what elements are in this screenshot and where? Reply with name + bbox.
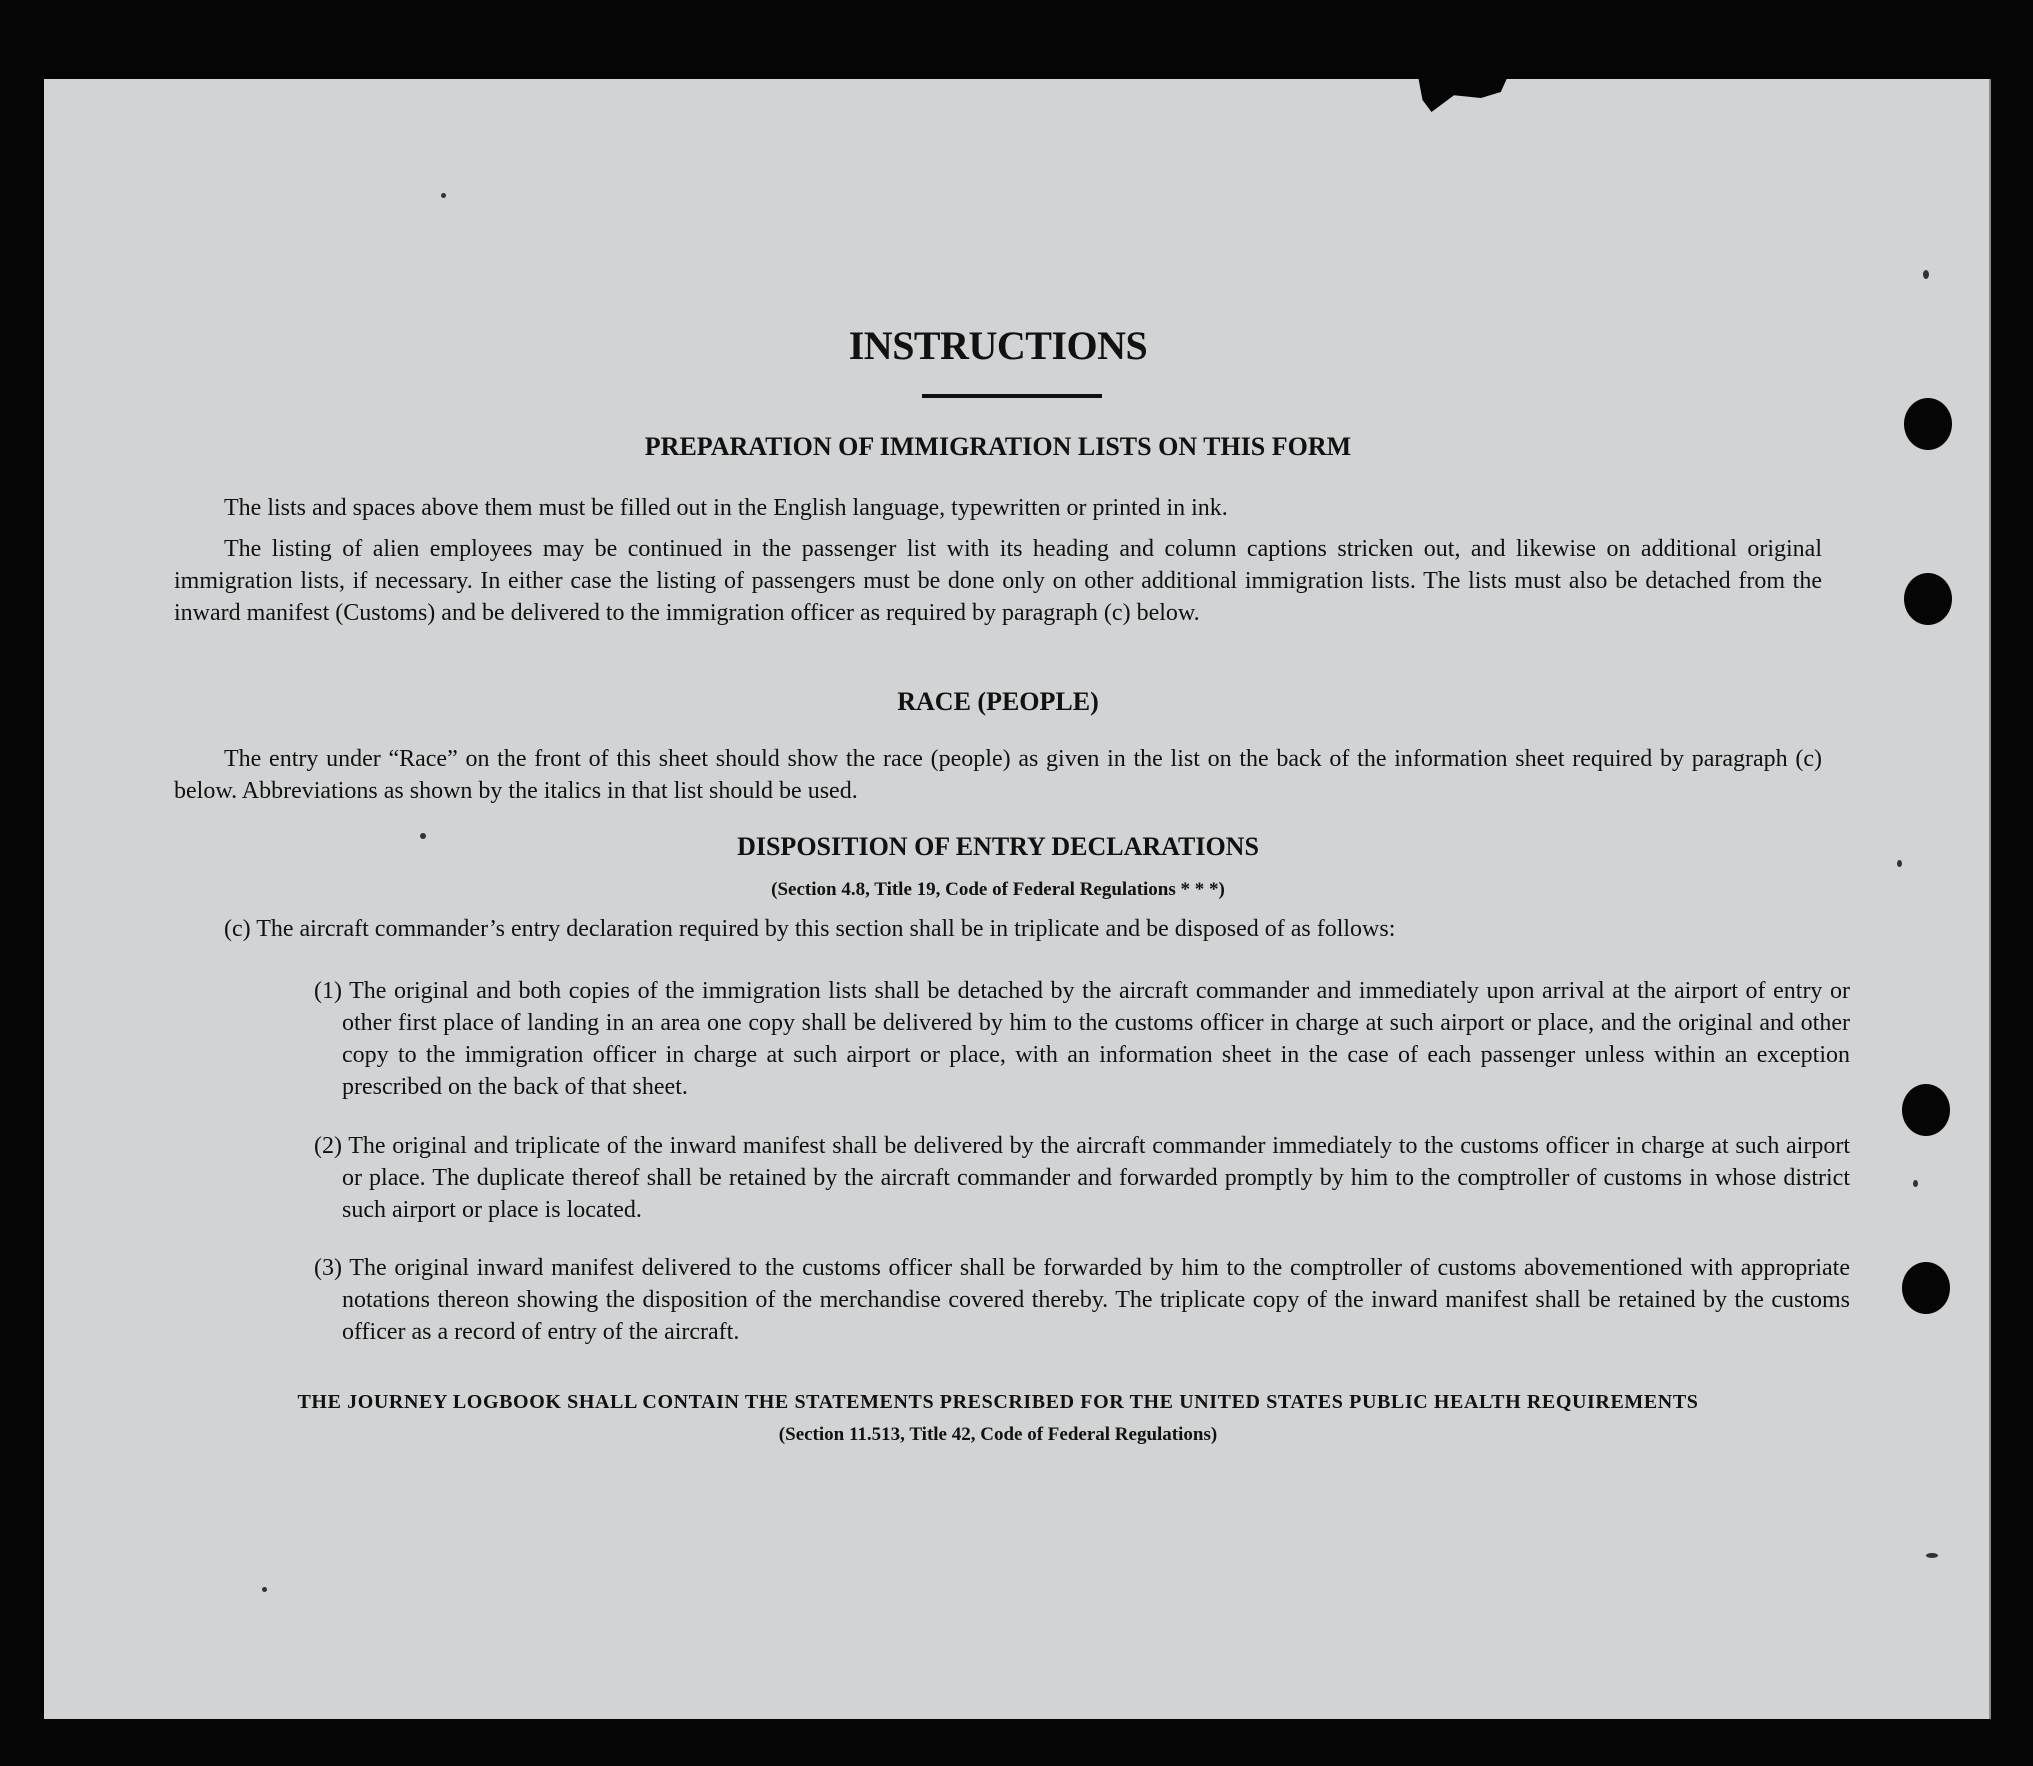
punch-hole [1904,398,1952,450]
paper-speck [262,1587,267,1592]
disposition-item-1: (1) The original and both copies of the immigration lists shall be detached by the aircraft commander and immediately upon arrival at the airport of entry or other first place of landing in an area one copy shall be delivered by him to the customs officer in charge at such airport or place, and the original and other copy to the immigration officer in charge at such airport or place, with an information sheet in the case of each passenger unless within an exception prescribed on the back of that sheet. [314,978,1850,1100]
race-paragraph: The entry under “Race” on the front of this sheet should show the race (people) as given in the list on the back of the information sheet required by paragraph (c) below. Abbreviations as shown by the italics in that list should be used. [174,746,1822,804]
paper-speck [441,193,446,198]
paper-speck [1897,860,1902,867]
section-heading-disposition: DISPOSITION OF ENTRY DECLARATIONS [737,832,1259,861]
title-underline [922,394,1102,398]
paper-speck [420,833,426,839]
punch-hole [1904,573,1952,625]
punch-hole [1902,1084,1950,1136]
section-heading-race: RACE (PEOPLE) [897,687,1099,716]
footer-statement: THE JOURNEY LOGBOOK SHALL CONTAIN THE STATEMENTS PRESCRIBED FOR THE UNITED STATES PUBLIC HEALTH REQUIREMENTS [297,1391,1699,1413]
document-page [44,79,1991,1719]
disposition-intro: (c) The aircraft commander’s entry declaration required by this section shall be in triplicate and be disposed of as follows: [224,916,1396,942]
paper-speck [1926,1553,1938,1558]
disposition-item-3: (3) The original inward manifest delivered to the customs officer shall be forwarded by him to the comptroller of customs abovementioned with appropriate notations thereon showing the disposition of the merchandise covered thereby. The triplicate copy of the inward manifest shall be retained by the customs officer as a record of entry of the aircraft. [314,1255,1850,1345]
disposition-citation: (Section 4.8, Title 19, Code of Federal Regulations * * *) [771,879,1225,900]
preparation-paragraph-1: The lists and spaces above them must be filled out in the English language, typewritten or printed in ink. [224,495,1228,521]
disposition-item-2: (2) The original and triplicate of the inward manifest shall be delivered by the aircraft commander immediately to the customs officer in charge at such airport or place. The duplicate thereof shall be retained by the aircraft commander and forwarded promptly by him to the comptroller of customs in whose district such airport or place is located. [314,1133,1850,1223]
preparation-paragraph-2: The listing of alien employees may be continued in the passenger list with its heading and column captions stricken out, and likewise on additional original immigration lists, if necessary. In either case the listing of passengers must be done only on other additional immigration lists. The lists must also be detached from the inward manifest (Customs) and be delivered to the immigration officer as required by paragraph (c) below. [174,536,1822,626]
footer-citation: (Section 11.513, Title 42, Code of Federal Regulations) [778,1424,1218,1445]
section-heading-preparation: PREPARATION OF IMMIGRATION LISTS ON THIS FORM [644,432,1352,461]
paper-speck [1923,270,1929,279]
paper-speck [1913,1180,1918,1187]
punch-hole [1902,1262,1950,1314]
page-title: INSTRUCTIONS [848,323,1148,368]
